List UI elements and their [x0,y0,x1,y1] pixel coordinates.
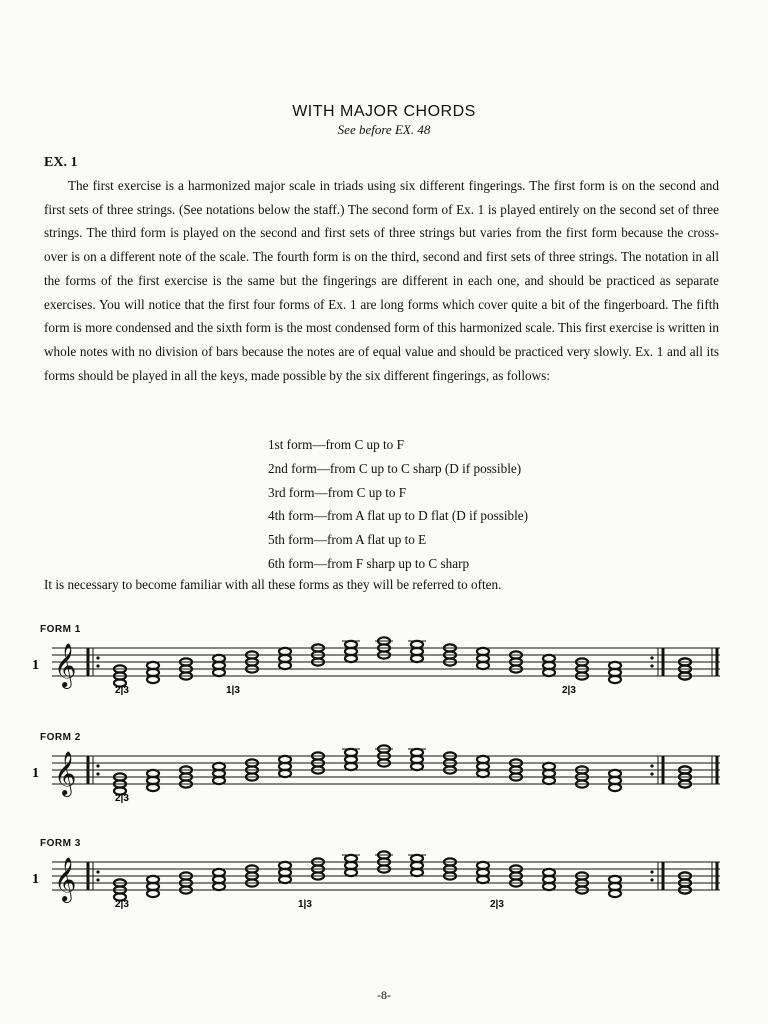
treble-clef-glyph: 𝄞 [54,857,77,901]
page-title: WITH MAJOR CHORDS [292,103,476,120]
treble-clef-icon [54,857,76,903]
forms-list-item: 6th form—from F sharp up to C sharp [268,555,470,571]
whole-note [279,648,291,655]
whole-note [411,749,423,756]
fingering-annotation: 2|3 [562,685,576,696]
music-staff-form-2 [30,740,730,808]
whole-note [609,876,621,883]
whole-note [345,749,357,756]
fingering-annotation: 2|3 [490,899,504,910]
whole-note [543,655,555,662]
repeat-dot [96,656,99,659]
whole-note [147,770,159,777]
treble-clef-icon [54,643,76,689]
forms-list-item: 4th form—from A flat up to D flat (D if possible) [268,508,529,524]
page-subtitle: See before EX. 48 [337,122,431,137]
repeat-dot [650,656,653,659]
forms-list-item: 5th form—from A flat up to E [268,532,427,548]
whole-note [477,862,489,869]
whole-note [477,756,489,763]
whole-note [411,855,423,862]
whole-note [213,655,225,662]
whole-note [477,648,489,655]
repeat-dot [650,878,653,881]
whole-note [609,770,621,777]
whole-note [609,662,621,669]
staff-number: 1 [32,766,39,781]
repeat-dot [96,664,99,667]
whole-note [345,855,357,862]
forms-list-item: 3rd form—from C up to F [268,484,407,500]
whole-note [279,862,291,869]
form-label: FORM 2 [40,732,81,743]
exercise-description: The first exercise is a harmonized major scale in triads using six different fingerings. The first form is on the second and first sets of three strings. (See notations below the staff.) The second form of Ex. 1 is played entirely on the second set of three strings. The third form is played on the second and first sets of three strings but varies from the first form because the cross-over is on a different note of the scale. The fourth form is on the third, second and first sets of three strings. The notation in all the forms of the first exercise is the same but the fingerings are different in each one, and should be practiced as separate exercises. You will notice that the first four forms of Ex. 1 are long forms which cover quite a bit of the fingerboard. The fifth form is more condensed and the sixth form is the most condensed form of this harmonized scale. This first exercise is written in whole notes with no division of bars because the notes are of equal value and should be practiced very slowly. Ex. 1 and all its forms should be played in all the keys, made possible by the six different fingerings, as follows: [44,178,719,383]
whole-note [543,763,555,770]
repeat-dot [650,764,653,767]
fingering-annotation: 2|3 [115,685,129,696]
repeat-dot [96,772,99,775]
repeat-dot [96,764,99,767]
exercise-label: EX. 1 [44,155,78,170]
repeat-dot [650,870,653,873]
forms-list-item: 1st form—from C up to F [268,437,404,452]
whole-note [543,869,555,876]
treble-clef-glyph: 𝄞 [54,751,77,795]
repeat-dot [650,772,653,775]
forms-list-item: 2nd form—from C up to C sharp (D if possible) [268,460,522,476]
whole-note [147,662,159,669]
whole-note [345,641,357,648]
fingering-annotation: 1|3 [226,685,240,696]
repeat-dot [96,878,99,881]
closing-note: It is necessary to become familiar with all these forms as they will be referred to often. [44,577,502,592]
whole-note [147,876,159,883]
repeat-dot [650,664,653,667]
form-label: FORM 1 [40,624,81,635]
music-staff-form-3 [30,846,730,914]
whole-note [213,763,225,770]
fingering-annotation: 2|3 [115,899,129,910]
forms-list [268,433,528,576]
treble-clef-glyph: 𝄞 [54,643,77,687]
music-staff-form-1 [30,632,730,700]
whole-note [411,641,423,648]
treble-clef-icon [54,751,76,797]
whole-note [279,756,291,763]
form-label: FORM 3 [40,838,81,849]
whole-note [213,869,225,876]
fingering-annotation: 1|3 [298,899,312,910]
staff-number: 1 [32,658,39,673]
repeat-dot [96,870,99,873]
fingering-annotation: 2|3 [115,793,129,804]
staff-number: 1 [32,872,39,887]
page-number: -8- [377,988,391,1002]
